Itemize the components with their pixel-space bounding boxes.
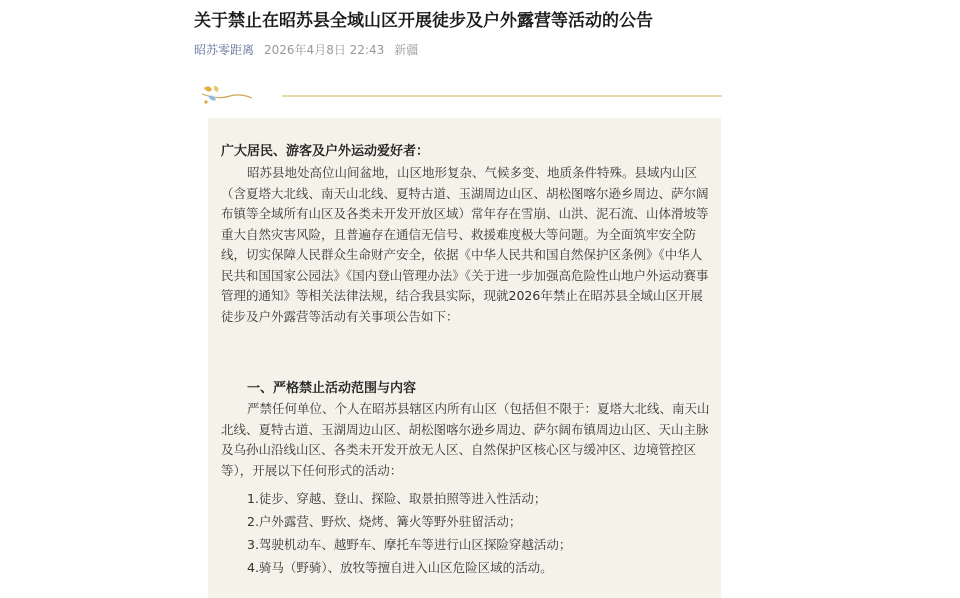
greeting: 广大居民、游客及户外运动爱好者： [221,144,430,159]
intro-paragraph: 昭苏县地处高位山间盆地，山区地形复杂、气候多变、地质条件特殊。县域内山区（含夏塔大北线、南天山北线、夏特古道、玉湖周边山区、胡松图喀尔逊乡周边、萨尔阔布镇等全域所有山区及各类未开发开放区域）常年存在雪崩、山洪、泥石流、山体滑坡等重大自然灾害风险，且普遍存在通信无信号、救援难度极大等问题。为全面筑牢安全防线，切实保障人民群众生命财产安全，依据《中华人民共和国自然保护区条例》《中华人民共和国国家公园法》《国内登山管理办法》《关于进一步加强高危险性山地户外运动赛事管理的通知》等相关法律法规，结合我县实际，现就2026年禁止在昭苏县全域山区开展徒步及户外露营等活动有关事项公告如下： [221,165,709,324]
account-name-link[interactable]: 昭苏零距离 [194,43,255,57]
list-item-1: 1.徒步、穿越、登山、探险、取景拍照等进入性活动； [247,491,547,506]
publish-location: 新疆 [394,43,419,57]
list-item-3: 3.驾驶机动车、越野车、摩托车等进行山区探险穿越活动； [247,537,572,552]
leaf-branch-ornament-icon [196,80,726,112]
section-1-heading: 一、严格禁止活动范围与内容 [247,381,417,396]
list-item-4: 4.骑马（野骑）、放牧等擅自进入山区危险区域的活动。 [247,560,553,575]
section-1-paragraph: 严禁任何单位、个人在昭苏县辖区内所有山区（包括但不限于：夏塔大北线、南天山北线、夏特古道、玉湖周边山区、胡松图喀尔逊乡周边、萨尔阔布镇周边山区、天山主脉及乌孙山沿线山区、各类未开发开放无人区、自然保护区核心区与缓冲区、边境管控区等），开展以下任何形式的活动： [221,401,710,478]
list-item-2: 2.户外露营、野炊、烧烤、篝火等野外驻留活动； [247,514,522,529]
article-meta [194,41,418,58]
publish-datetime: 2026年4月8日 22:43 [264,43,385,57]
article-title: 关于禁止在昭苏县全域山区开展徒步及户外露营等活动的公告 [194,11,653,31]
